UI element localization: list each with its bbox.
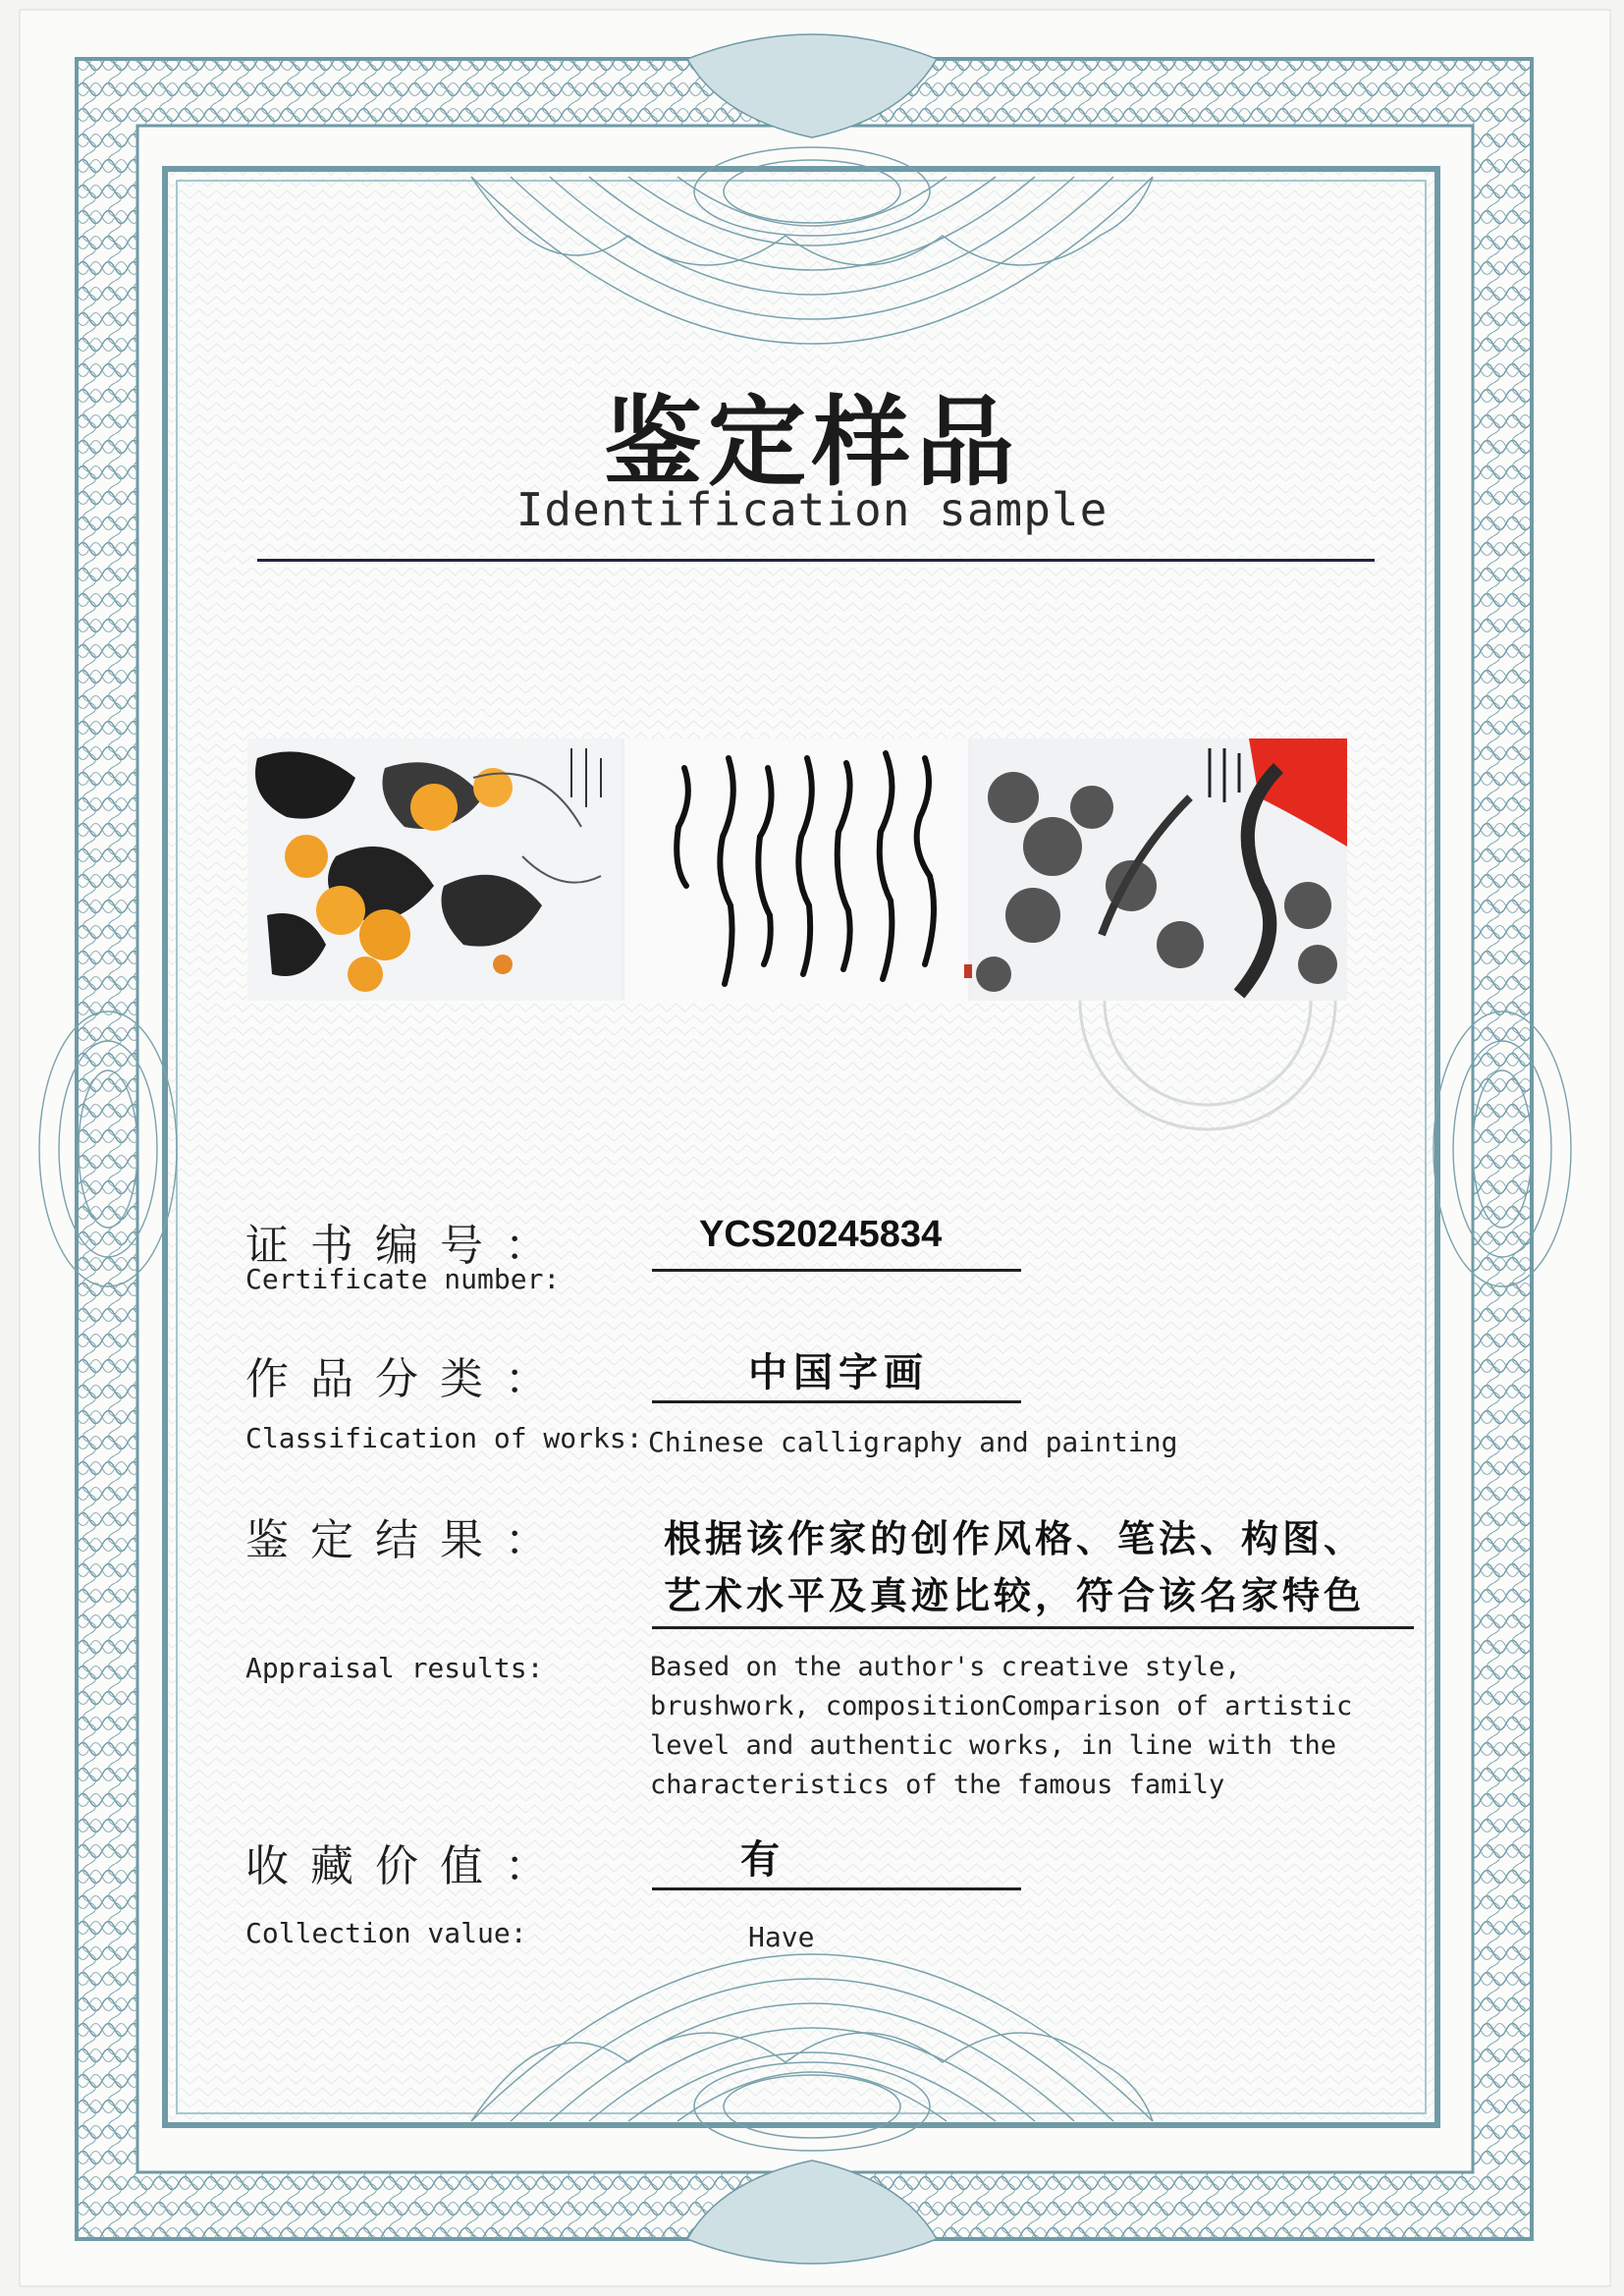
certificate-number-rule [652,1269,1021,1272]
artwork-image [247,738,1347,1001]
classification-label-en: Classification of works: [245,1422,643,1454]
calligraphy-panel [624,738,974,1001]
appraisal-label-cn: 鉴定结果： [245,1515,569,1565]
title-divider [257,559,1375,562]
title-english: Identification sample [515,483,1109,536]
appraisal-value-cn-line1: 根据该作家的创作风格、笔法、构图、 [664,1516,1366,1560]
collection-value-label-cn: 收藏价值： [245,1841,569,1891]
collection-value-cn: 有 [740,1836,785,1883]
certificate-number-label-en: Certificate number: [245,1263,561,1295]
painting-tree [972,738,1347,1001]
certificate-number-label-cn: 证书编号： [245,1221,569,1271]
appraisal-label-en: Appraisal results: [245,1652,544,1684]
title-chinese: 鉴定样品 [604,384,1020,500]
appraisal-rule [652,1626,1414,1629]
classification-value-en: Chinese calligraphy and painting [648,1426,1178,1458]
collection-value-rule [652,1887,1021,1890]
collection-value-label-en: Collection value: [245,1917,527,1949]
painting-gourds [247,738,621,1001]
classification-rule [652,1400,1021,1403]
certificate-number-value: YCS20245834 [699,1214,943,1255]
appraisal-value-en: Based on the author's creative style, brushwork, compositionComparison of artistic level and authentic works, in line with the characteristics of the famous family [650,1652,1353,1800]
appraisal-value-cn-line2: 艺术水平及真迹比较，符合该名家特色 [664,1573,1366,1617]
classification-value-cn: 中国字画 [748,1349,929,1395]
classification-label-cn: 作品分类： [245,1354,569,1404]
collection-value-en: Have [748,1921,815,1953]
